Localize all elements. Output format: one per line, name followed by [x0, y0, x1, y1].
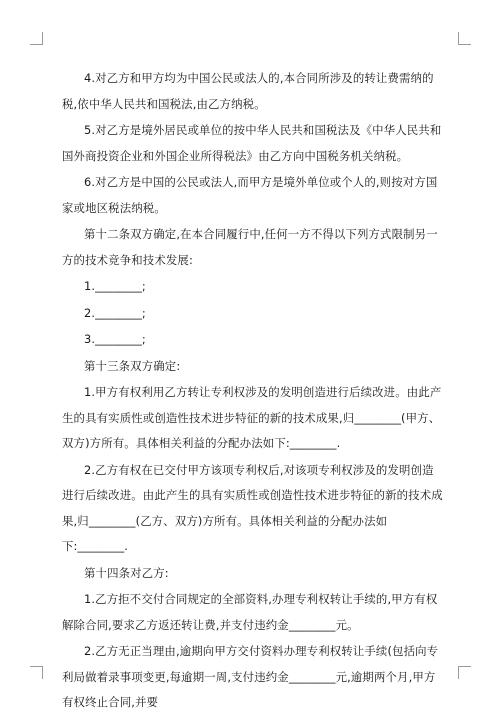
- crop-mark-bottom-left: [30, 666, 43, 679]
- paragraph-tax-clause-5: 5.对乙方是境外居民或单位的按中华人民共和国税法及《中华人民共和国外商投资企业和外国企业所得税法》由乙方向中国税务机关纳税。: [62, 123, 442, 163]
- crop-mark-top-right: [458, 32, 471, 45]
- paragraph-article-12-item-2: 2.________;: [84, 305, 146, 320]
- paragraph-article-14-item-1: 1.乙方拒不交付合同规定的全部资料,办理专利权转让手续的,甲方有权解除合同,要求乙方返还转让费,并支付违约金________元。: [62, 592, 438, 632]
- paragraph-article-13-item-1: 1.甲方有权利用乙方转让专利权涉及的发明创造进行后续改进。由此产生的具有实质性或创造性技术进步特征的新的技术成果,归________(甲方、双方)方所有。具体相关利益的分配办法如下:________.: [62, 385, 442, 450]
- paragraph-tax-clause-6: 6.对乙方是中国的公民或法人,而甲方是境外单位或个人的,则按对方国家或地区税法纳税。: [62, 175, 438, 215]
- paragraph-article-13: 第十三条双方确定:: [84, 358, 181, 373]
- document-body: [62, 66, 444, 716]
- paragraph-tax-clause-4: 4.对乙方和甲方均为中国公民或法人的,本合同所涉及的转让费需纳的税,依中华人民共和国税法,由乙方纳税。: [62, 71, 434, 111]
- paragraph-article-12-item-1: 1.________;: [84, 279, 146, 293]
- crop-mark-top-left: [30, 32, 43, 45]
- paragraph-article-12: 第十二条双方确定,在本合同履行中,任何一方不得以下列方式限制另一方的技术竞争和技术发展:: [62, 227, 438, 267]
- paragraph-article-13-item-2: 2.乙方有权在已交付甲方该项专利权后,对该项专利权涉及的发明创造进行后续改进。由此产生的具有实质性或创造性技术进步特征的新的技术成果,归________(乙方、双方)方所有。具体相关利益的分配办法如下:________.: [62, 462, 443, 553]
- paragraph-article-12-item-3: 3.________;: [84, 332, 146, 346]
- crop-mark-bottom-right: [458, 666, 471, 679]
- paragraph-article-14: 第十四条对乙方:: [84, 565, 169, 580]
- paragraph-article-14-item-2: 2.乙方无正当理由,逾期向甲方交付资料办理专利权转让手续(包括向专利局做着录事项变更,每逾期一周,支付违约金________元,逾期两个月,甲方有权终止合同,并要: [62, 644, 439, 709]
